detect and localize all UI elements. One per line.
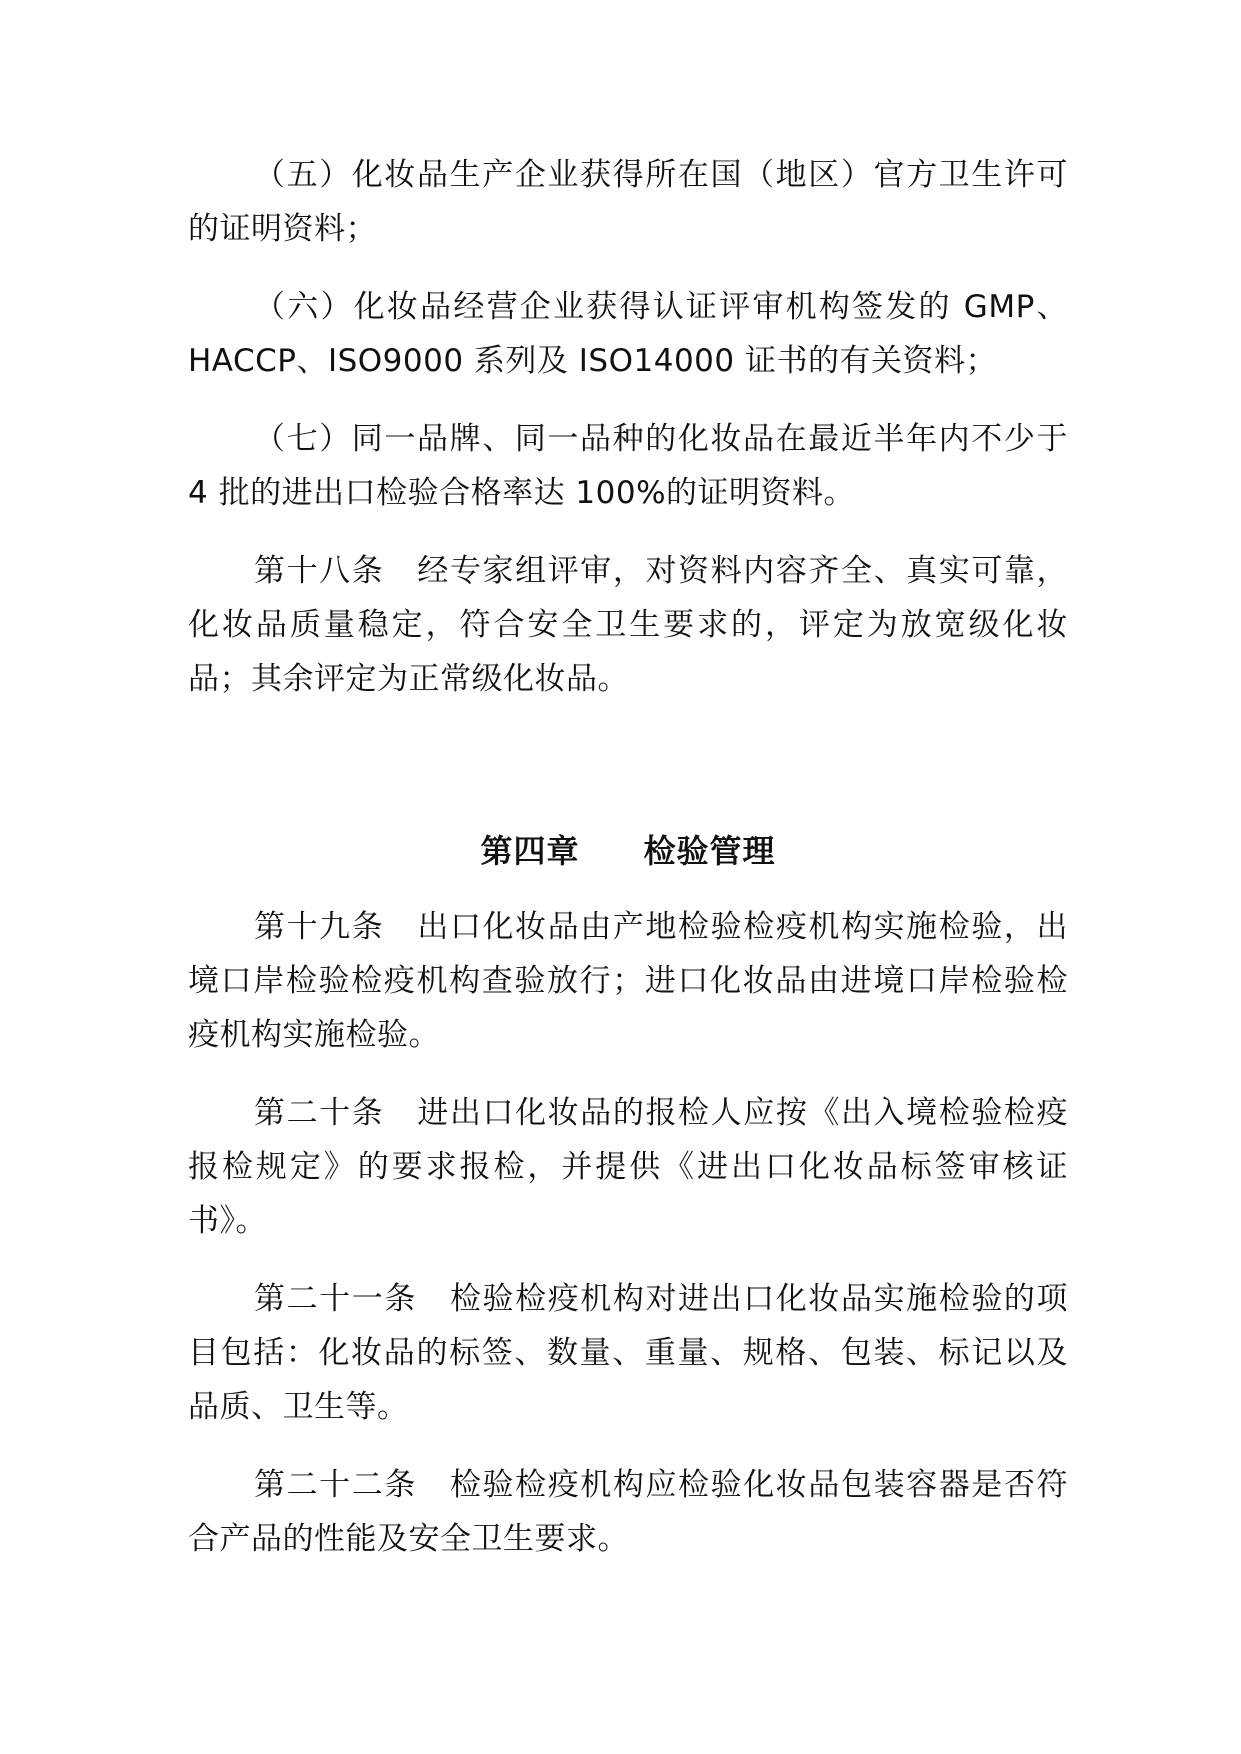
article-19 <box>188 900 1068 1062</box>
article-20-number: 第二十条 <box>254 1095 385 1131</box>
article-19-text: 出口化妆品由产地检验检疫机构实施检验，出境口岸检验检疫机构查验放行；进口化妆品由进境口岸检验检疫机构实施检验。 <box>188 909 1069 1053</box>
article-18-text: 经专家组评审，对资料内容齐全、真实可靠，化妆品质量稳定，符合安全卫生要求的，评定为放宽级化妆品；其余评定为正常级化妆品。 <box>188 553 1069 697</box>
clause-seven: （七）同一品牌、同一品种的化妆品在最近半年内不少于 4 批的进出口检验合格率达 100%的证明资料。 <box>188 421 1068 511</box>
clause-five: （五）化妆品生产企业获得所在国（地区）官方卫生许可的证明资料； <box>188 157 1068 247</box>
article-21-number: 第二十一条 <box>254 1281 417 1317</box>
document-page <box>188 148 1068 1566</box>
article-20 <box>188 1086 1068 1248</box>
chapter-title: 检验管理 <box>643 832 776 870</box>
article-22-number: 第二十二条 <box>254 1467 417 1503</box>
article-22-text: 检验检疫机构应检验化妆品包装容器是否符合产品的性能及安全卫生要求。 <box>188 1467 1069 1557</box>
article-18-number: 第十八条 <box>254 553 385 589</box>
chapter-heading <box>188 824 1068 878</box>
article-20-text: 进出口化妆品的报检人应按《出入境检验检疫报检规定》的要求报检，并提供《进出口化妆品标签审核证书》。 <box>188 1095 1069 1239</box>
article-19-number: 第十九条 <box>254 909 385 945</box>
article-18 <box>188 544 1068 706</box>
article-22 <box>188 1458 1068 1566</box>
clause-six: （六）化妆品经营企业获得认证评审机构签发的 GMP、HACCP、ISO9000 系列及 ISO14000 证书的有关资料； <box>188 289 1068 379</box>
chapter-number: 第四章 <box>480 832 580 870</box>
article-21 <box>188 1272 1068 1434</box>
article-21-text: 检验检疫机构对进出口化妆品实施检验的项目包括：化妆品的标签、数量、重量、规格、包装、标记以及品质、卫生等。 <box>188 1281 1069 1425</box>
